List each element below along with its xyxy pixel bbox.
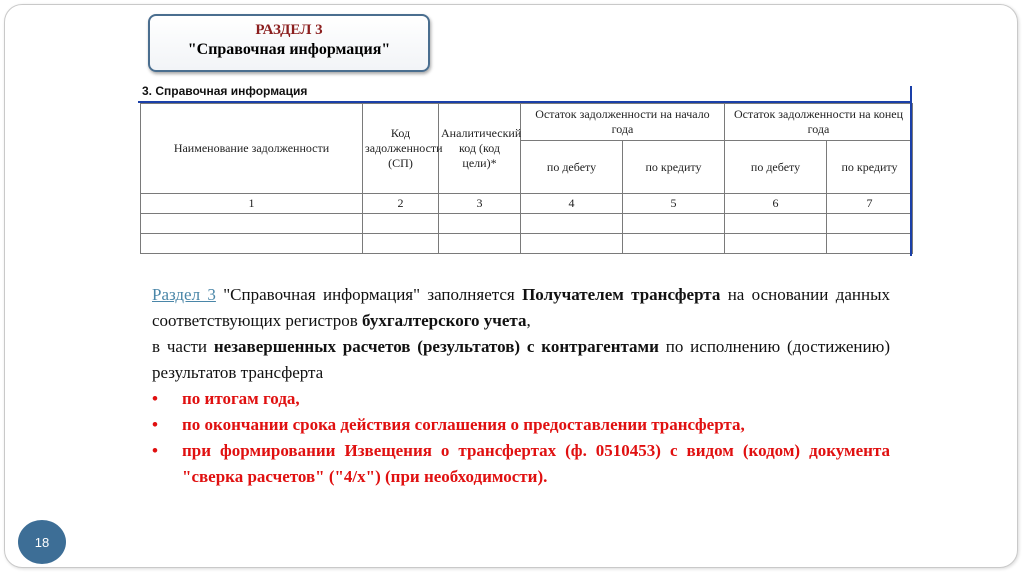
bullet-icon: • — [152, 389, 158, 408]
header-debit-start: по дебету — [521, 141, 623, 194]
header-analytic: Аналитический код (код цели)* — [439, 104, 521, 194]
list-item — [152, 386, 890, 412]
list-item-text: по окончании срока действия соглашения о предоставлении трансферта, — [182, 415, 745, 434]
text-span: по исполнению (достижению) результатов трансферта — [152, 337, 890, 382]
table-caption: 3. Справочная информация — [142, 86, 308, 98]
header-debit-end: по дебету — [725, 141, 827, 194]
table-row — [141, 214, 913, 234]
section-link[interactable]: Раздел 3 — [152, 285, 216, 304]
bold-accounting: бухгалтерского учета — [362, 311, 527, 330]
text-span: "Справочная информация" заполняется — [215, 285, 523, 304]
list-item — [152, 412, 890, 438]
bold-recipient: Получателем трансферта — [522, 285, 721, 304]
report-table — [140, 103, 913, 254]
header-code: Код задолженности (СП) — [363, 104, 439, 194]
table-right-border — [910, 86, 912, 256]
section-title-box — [148, 14, 430, 72]
list-item-text: при формировании Извещения о трансфертах (ф. 0510453) с видом (кодом) документа "сверка расчетов" ("4/х") (при необходимости). — [182, 441, 890, 486]
paragraph-2 — [152, 334, 890, 386]
col-number: 4 — [521, 194, 623, 214]
header-start-balance: Остаток задолженности на начало года — [521, 104, 725, 141]
header-end-balance: Остаток задолженности на конец года — [725, 104, 913, 141]
table-row — [141, 234, 913, 254]
bullet-icon: • — [152, 415, 158, 434]
paragraph-1 — [152, 282, 890, 334]
list-item — [152, 438, 890, 490]
header-credit-end: по кредиту — [827, 141, 913, 194]
page-number: 18 — [34, 534, 50, 550]
col-number: 7 — [827, 194, 913, 214]
body-text — [152, 282, 890, 490]
section-subtitle: "Справочная информация" — [187, 41, 391, 58]
header-credit-start: по кредиту — [623, 141, 725, 194]
col-number: 5 — [623, 194, 725, 214]
col-number: 6 — [725, 194, 827, 214]
col-number: 1 — [141, 194, 363, 214]
report-table-image — [138, 86, 916, 256]
text-span: на основании данных соответствующих регистров — [152, 285, 891, 330]
bullet-icon: • — [152, 441, 158, 460]
list-item-text: по итогам года, — [182, 389, 300, 408]
text-span: в части — [152, 337, 214, 356]
col-number: 2 — [363, 194, 439, 214]
bullet-list — [152, 386, 890, 490]
col-number: 3 — [439, 194, 521, 214]
bold-settlements: незавершенных расчетов (результатов) с контрагентами — [213, 337, 659, 356]
section-title: РАЗДЕЛ 3 — [255, 22, 323, 38]
header-name: Наименование задолженности — [141, 104, 363, 194]
page-number-badge — [18, 520, 66, 564]
text-span: , — [526, 311, 531, 330]
